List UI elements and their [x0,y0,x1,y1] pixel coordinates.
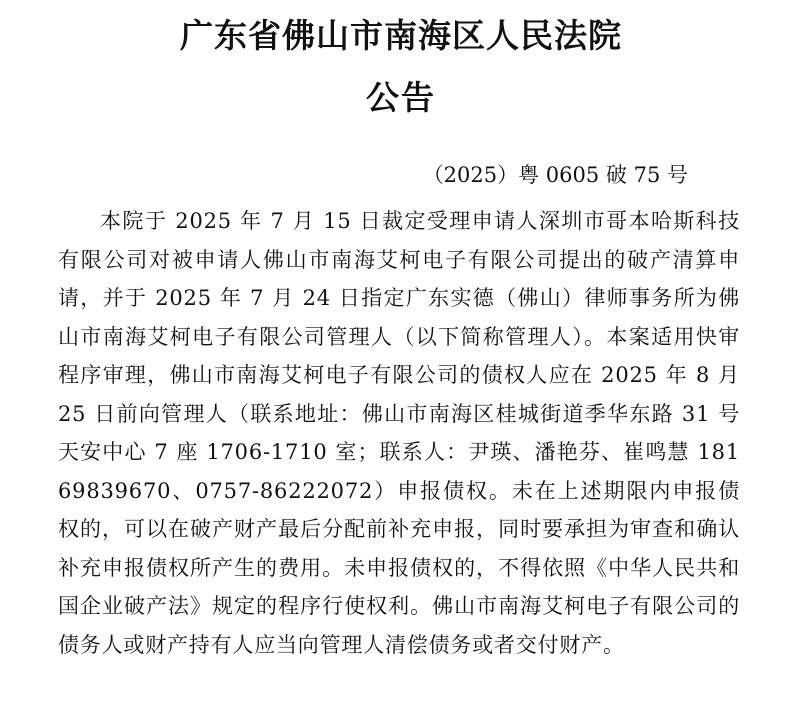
announcement-body: 本院于 2025 年 7 月 15 日裁定受理申请人深圳市哥本哈斯科技有限公司对被申请人佛山市南海艾柯电子有限公司提出的破产清算申请，并于 2025 年 7 月 24 日指定广东实德（佛山）律师事务所为佛山市南海艾柯电子有限公司管理人（以下简称管理人）。本案适用快审程序审理，佛山市南海艾柯电子有限公司的债权人应在 2025 年 8 月 25 日前向管理人（联系地址：佛山市南海区桂城街道季华东路 31 号天安中心 7 座 1706-1710 室；联系人：尹瑛、潘艳芬、崔鸣慧 18169839670、0757-86222072）申报债权。未在上述期限内申报债权的，可以在破产财产最后分配前补充申报，同时要承担为审查和确认补充申报债权所产生的费用。未申报债权的，不得依照《中华人民共和国企业破产法》规定的程序行使权利。佛山市南海艾柯电子有限公司的债务人或财产持有人应当向管理人清偿债务或者交付财产。 [58,209,740,657]
court-name-heading: 广东省佛山市南海区人民法院 [180,16,622,55]
case-number: （2025）粤 0605 破 75 号 [422,163,688,187]
document-type-heading: 公告 [366,78,436,117]
